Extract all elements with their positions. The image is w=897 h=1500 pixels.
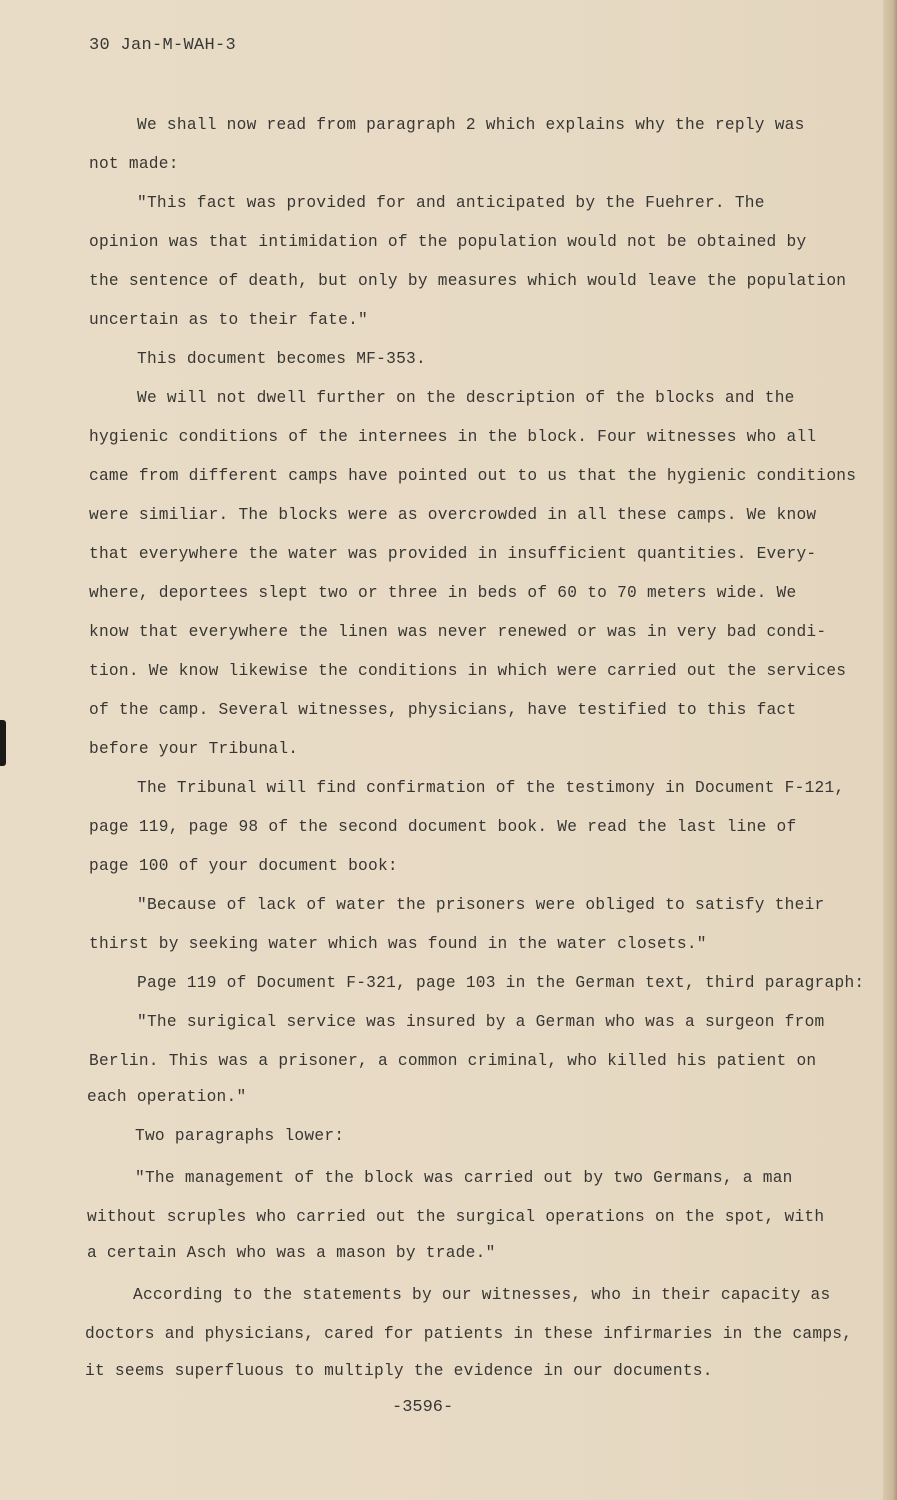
text-line: a certain Asch who was a mason by trade."	[87, 1244, 496, 1262]
text-line: According to the statements by our witnesses, who in their capacity as	[133, 1286, 831, 1304]
text-line: before your Tribunal.	[89, 740, 299, 758]
text-line: came from different camps have pointed out to us that the hygienic conditions	[89, 467, 857, 485]
text-line: hygienic conditions of the internees in the block. Four witnesses who all	[89, 428, 817, 446]
text-line: know that everywhere the linen was never renewed or was in very bad condi-	[89, 623, 827, 641]
text-line: that everywhere the water was provided in insufficient quantities. Every-	[89, 545, 817, 563]
page-reference: 30 Jan-M-WAH-3	[89, 36, 237, 55]
text-line: The Tribunal will find confirmation of the testimony in Document F-121,	[137, 779, 845, 797]
text-line: page 119, page 98 of the second document book. We read the last line of	[89, 818, 797, 836]
text-line: doctors and physicians, cared for patients in these infirmaries in the camps,	[85, 1325, 853, 1343]
text-line: the sentence of death, but only by measures which would leave the population	[89, 272, 847, 290]
text-line: were similiar. The blocks were as overcrowded in all these camps. We know	[89, 506, 817, 524]
text-line: Berlin. This was a prisoner, a common criminal, who killed his patient on	[89, 1052, 817, 1070]
text-line: without scruples who carried out the surgical operations on the spot, with	[87, 1208, 825, 1226]
text-line: We shall now read from paragraph 2 which explains why the reply was	[137, 116, 805, 134]
text-line: page 100 of your document book:	[89, 857, 398, 875]
text-line: each operation."	[87, 1088, 247, 1106]
text-line: thirst by seeking water which was found in the water closets."	[89, 935, 707, 953]
text-line: tion. We know likewise the conditions in which were carried out the services	[89, 662, 847, 680]
text-line: "The management of the block was carried out by two Germans, a man	[135, 1169, 793, 1187]
text-line: of the camp. Several witnesses, physicians, have testified to this fact	[89, 701, 797, 719]
paper-edge	[883, 0, 897, 1500]
text-line: "Because of lack of water the prisoners were obliged to satisfy their	[137, 896, 825, 914]
text-line: Two paragraphs lower:	[135, 1127, 345, 1145]
text-line: "The surigical service was insured by a German who was a surgeon from	[137, 1013, 825, 1031]
text-line: This document becomes MF-353.	[137, 350, 426, 368]
text-line: not made:	[89, 155, 179, 173]
text-line: We will not dwell further on the description of the blocks and the	[137, 389, 795, 407]
text-line: it seems superfluous to multiply the evidence in our documents.	[85, 1362, 713, 1380]
page-number: -3596-	[392, 1398, 454, 1417]
text-line: where, deportees slept two or three in beds of 60 to 70 meters wide. We	[89, 584, 797, 602]
text-line: Page 119 of Document F-321, page 103 in the German text, third paragraph:	[137, 974, 865, 992]
text-line: uncertain as to their fate."	[89, 311, 368, 329]
text-line: opinion was that intimidation of the population would not be obtained by	[89, 233, 807, 251]
text-line: "This fact was provided for and anticipated by the Fuehrer. The	[137, 194, 765, 212]
binding-mark	[0, 720, 6, 766]
